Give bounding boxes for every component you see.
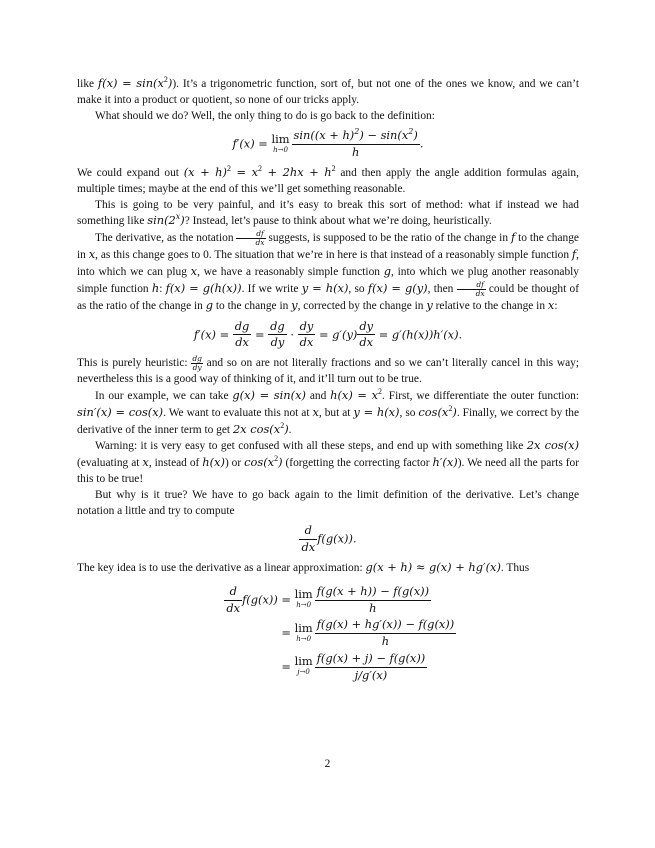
page-number: 2: [324, 758, 331, 770]
equation-compose-derivative: $\frac{d}{dx}$ f(g(x)).: [301, 523, 357, 555]
equation-chain-rule-heuristic: f′(x) = $\frac{dg}{dx}$ = $\frac{dg}{dy}$ · $\frac{dy}{dx}$ = g′(y) $\frac{dy}{dx}$ = g′(h(x))h′(x).: [193, 318, 463, 350]
paragraph-10: The key idea is to use the derivative as a linear approximation: g(x + h) ≈ g(x) + hg′(x). Thus: [77, 559, 530, 574]
paragraph-2: What should we do? Well, the only thing to do is go back to the definition:: [95, 109, 435, 122]
body-text: [77, 76, 579, 689]
paragraph-6: This is purely heuristic: $\frac{dg}{dy}$ and so on are not literally fractions and so we can’t literally cancel in this way; nevertheless this is a good way of thinking of it, and it’ll turn out to be true.: [77, 354, 579, 386]
paragraph-4: This is going to be very painful, and it’s easy to break this sort of method: what if instead we had something like sin(2$^x$)? Instead, let’s pause to think about what we’re doing, heuristically.: [77, 198, 579, 228]
paragraph-7: In our example, we can take g(x) = sin(x) and $h(x) = x^2$. First, we differentiate the outer function: sin′(x) = cos(x). We want to evaluate this not at x, but at y = h(x), so $\cos(x^2)$. Finally, we correct by the derivative of the inner term to get 2x $\cos(x^2)$.: [77, 387, 580, 436]
paragraph-3: We could expand out $(x + h)^2 = x^2 + 2hx + h^2$ and then apply the angle addition formulas again, multiple times; maybe at the end of this we’ll get something reasonable.: [77, 164, 579, 195]
equation-derivative-definition: f′(x) = lim h→0 $\frac{\sin((x + h)^2) - \sin(x^2)}{h}$ .: [232, 127, 424, 160]
paragraph-5: The derivative, as the notation $\frac{df}{dx}$ suggests, is supposed to be the ratio of the change in f to the change in x, as this change goes to 0. The situation that we’re in here is that instead of a reasonably simple function f, into which we can plug x, we have a reasonably simple function g, into which we plug another reasonably simple function h: f(x) = g(h(x)). If we write y = h(x), so f(x) = g(y), then $\frac{df}{dx}$ could be thought of as the ratio of the change in g to the change in y, corrected by the change in y relative to the change in x:: [77, 229, 579, 312]
equation-limit-chain: $\frac{d}{dx}$ f(g(x)) = lim h→0 $\frac{f(g(x + h)) - f(g(x))}{h}$ = lim h→0 $\frac{f(g(x) + hg'(x)) - f(g(x))}{h}$ = lim j→0 $\frac{f(g(x) + j) - f(g(x))}{j/g'(x)}$: [226, 583, 455, 682]
paragraph-8: Warning: it is very easy to get confused with all these steps, and end up with something like 2x cos(x) (evaluating at x, instead of h(x)) or $\cos(x^2)$ (forgetting the correcting factor h′(x)). We need all the parts for this to be true!: [77, 438, 580, 485]
paragraph-1: like $f(x) = \sin(x^2)$). It’s a trigonometric function, sort of, but not one of the ones we know, and we can’t make it into a product or quotient, so none of our tricks apply.: [77, 75, 579, 106]
paragraph-9: But why is it true? We have to go back again to the limit definition of the derivative. Let’s change notation a little and try to compute: [77, 488, 579, 517]
